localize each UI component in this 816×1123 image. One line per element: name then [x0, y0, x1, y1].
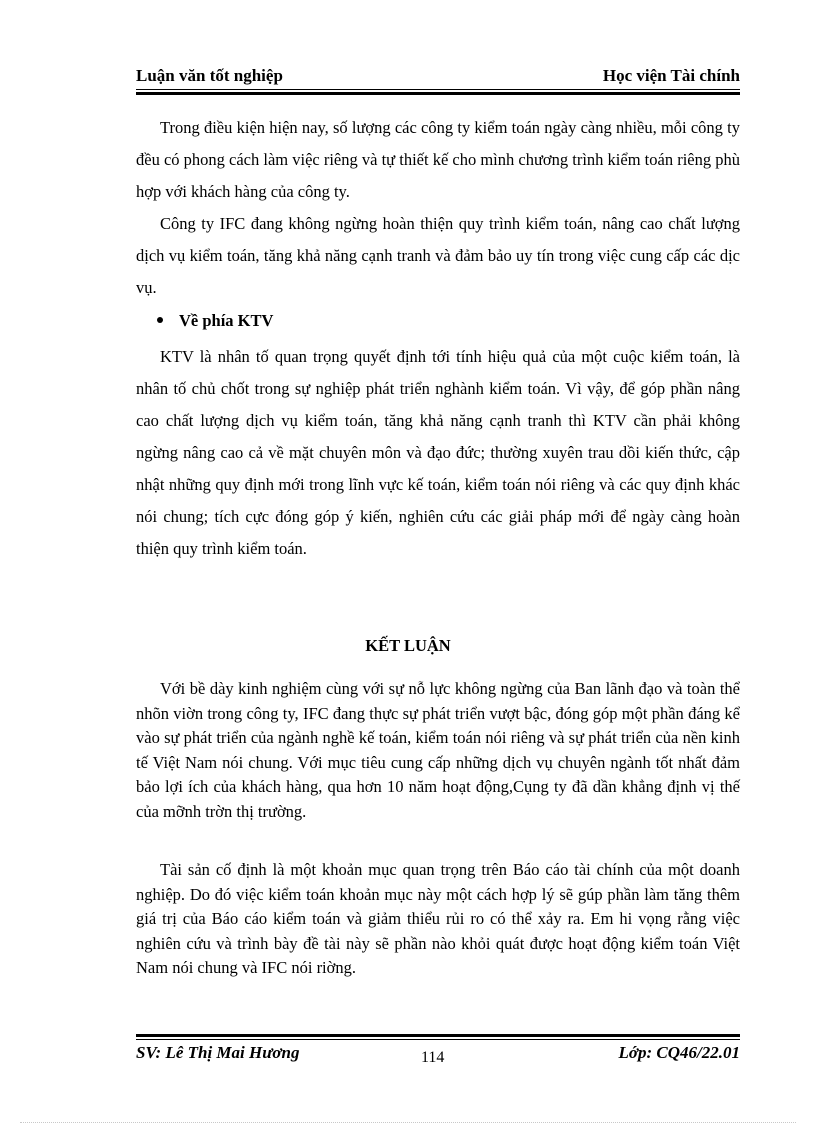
bullet-label: Về phía KTV — [179, 311, 274, 330]
header-rule-thin — [136, 89, 740, 90]
conclusion-title: KẾT LUẬN — [365, 636, 451, 655]
conclusion-paragraph-2: Tài sản cố định là một khoản mục quan trọng trên Báo cáo tài chính của một doanh nghiệp. Do đó việc kiểm toán khoản mục này một cách hợp lý sẽ gúp phần làm tăng thêm giá trị của Báo cáo kiểm toán và giảm thiểu rủi ro có thể xảy ra. Em hi vọng rằng việc nghiên cứu và trình bày đề tài này sẽ phần nào khỏi quát được hoạt động kiểm toán Việt Nam nói chung và IFC nói riờng. — [136, 860, 740, 977]
footer-rule-thick — [136, 1034, 740, 1037]
conclusion-paragraph-1: Với bề dày kinh nghiệm cùng với sự nỗ lực không ngừng của Ban lãnh đạo và toàn thể nhõn viờn trong công ty, IFC đang thực sự phát triển vượt bậc, đóng góp một phần đáng kể vào sự phát triển của ngành nghề kế toán, kiểm toán nói riêng và sự phát triển của nền kinh tế Việt Nam nói chung. Với mục tiêu cung cấp những dịch vụ chuyên ngành tốt nhất đảm bảo lợi ích của khách hàng, qua hơn 10 năm hoạt động,Cụng ty đã dần khẳng định vị thế của mỡnh trờn thị trường. — [136, 679, 740, 821]
footer-student-name: SV: Lê Thị Mai Hương — [136, 1043, 300, 1062]
footer-rule-thin — [136, 1039, 740, 1040]
header-left-title: Luận văn tốt nghiệp — [136, 66, 283, 85]
bullet-item — [157, 311, 273, 331]
header-rule-thick — [136, 92, 740, 95]
paragraph-1: Trong điều kiện hiện nay, số lượng các công ty kiểm toán ngày càng nhiều, mỗi công ty đều có phong cách làm việc riêng và tự thiết kế cho mình chương trình kiểm toán riêng phù hợp với khách hàng của công ty. — [136, 118, 740, 201]
page-number: 114 — [421, 1049, 445, 1066]
paragraph-2: Công ty IFC đang không ngừng hoàn thiện quy trình kiểm toán, nâng cao chất lượng dịch vụ kiểm toán, tăng khả năng cạnh tranh và đảm bảo uy tín trong việc cung cấp các dịc vụ. — [136, 214, 740, 297]
paragraph-3: KTV là nhân tố quan trọng quyết định tới tính hiệu quả của một cuộc kiểm toán, là nhân tố chủ chốt trong sự nghiệp phát triển nghành kiểm toán. Vì vậy, để góp phần nâng cao chất lượng dịch vụ kiểm toán, tăng khả năng cạnh tranh thì KTV cần phải không ngừng nâng cao cả về mặt chuyên môn và đạo đức; thường xuyên trau dồi kiến thức, cập nhật những quy định mới trong lĩnh vực kế toán, kiểm toán nói riêng và các quy định khác nói chung; tích cực đóng góp ý kiến, nghiên cứu các giải pháp mới để ngày càng hoàn thiện quy trình kiểm toán. — [136, 347, 740, 558]
footer-class-code: Lớp: CQ46/22.01 — [618, 1043, 740, 1062]
header-right-title: Học viện Tài chính — [602, 66, 740, 85]
bullet-dot-icon — [157, 317, 163, 323]
